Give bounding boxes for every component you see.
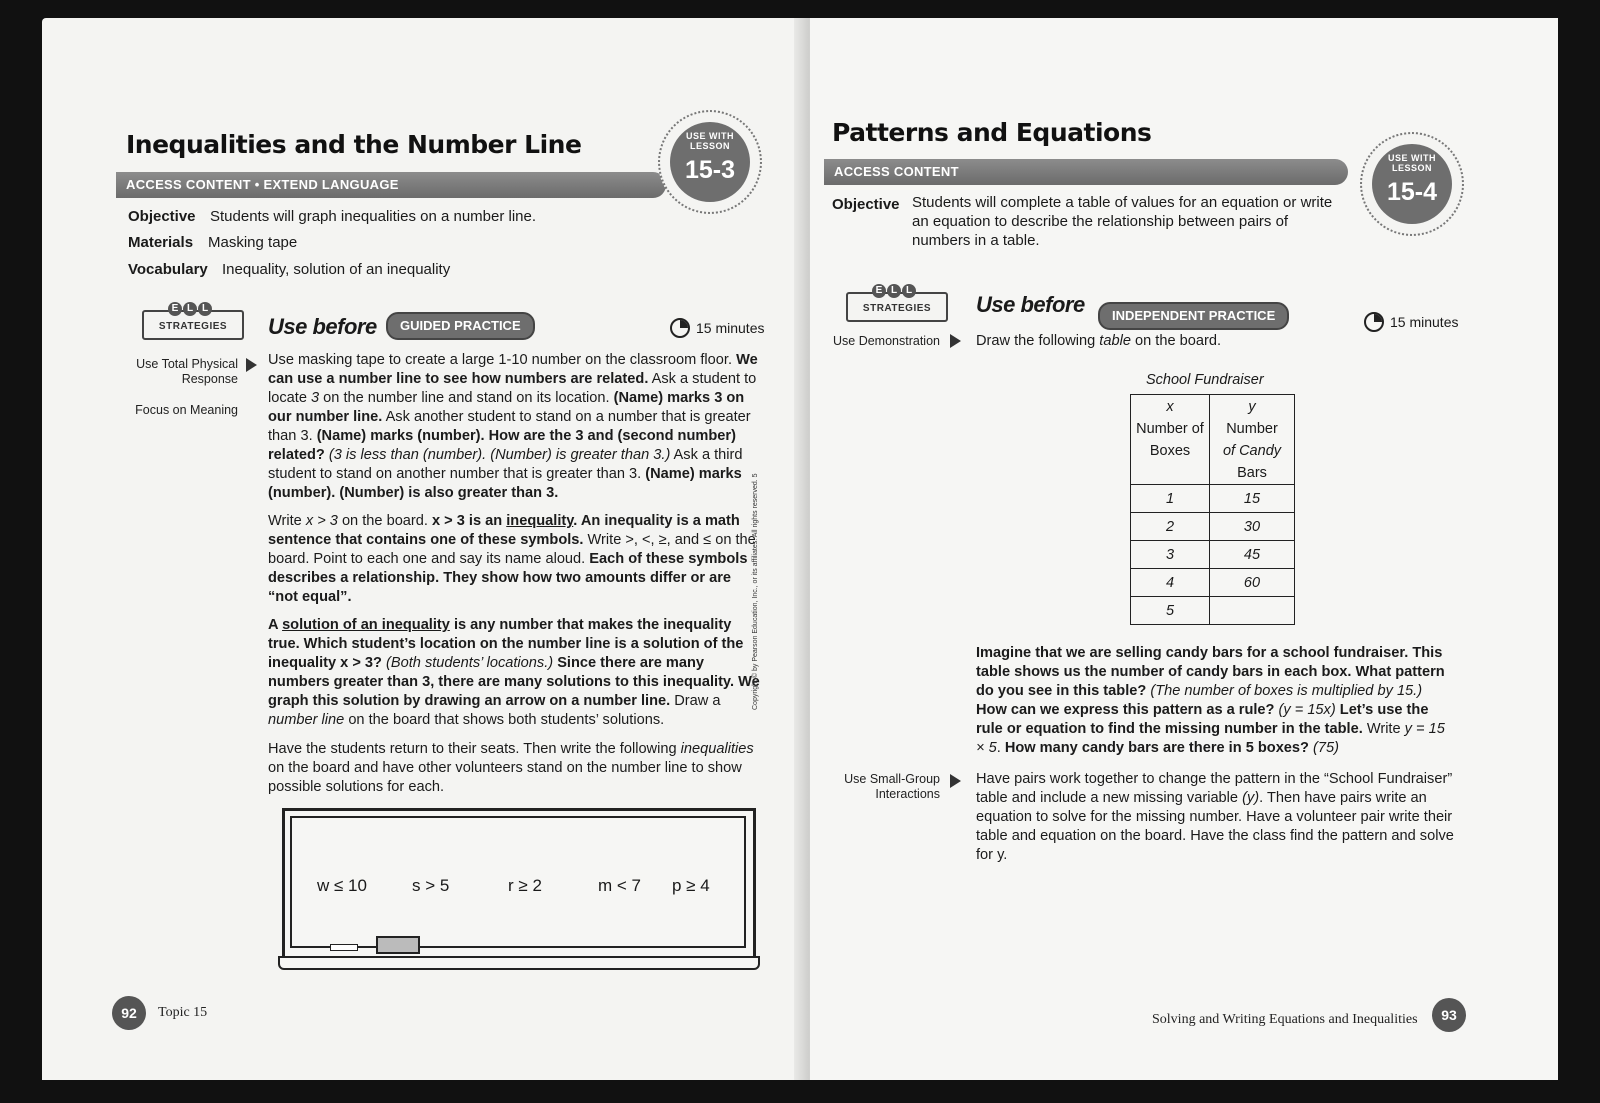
text-run: Since there are many numbers greater than 3, there are many solutions to this inequality. We graph this solution by drawing an arrow on a number line.	[268, 655, 760, 709]
table-cell: 30	[1210, 513, 1295, 541]
clock-icon	[670, 318, 690, 338]
ell-letters	[168, 298, 216, 316]
table-caption: School Fundraiser	[1146, 372, 1264, 388]
table-row	[1131, 541, 1295, 569]
table-cell: 3	[1131, 541, 1210, 569]
right-page	[810, 18, 1558, 1080]
arrow-right-icon	[950, 334, 961, 348]
chalk-icon	[330, 944, 358, 951]
practice-pill: INDEPENDENT PRACTICE	[1098, 302, 1289, 330]
section-band: ACCESS CONTENT	[824, 159, 1348, 185]
text-run: Ask a student to locate	[268, 371, 757, 406]
text-run: (Name) marks (number). How are the 3 and (second number) related?	[268, 428, 736, 463]
section-band: ACCESS CONTENT • EXTEND LANGUAGE	[116, 172, 666, 198]
text-run: on the board that shows both students’ solutions.	[344, 712, 665, 728]
text-run: Use masking tape to create a large 1-10 number on the classroom floor.	[268, 352, 737, 368]
text-run: (Name) marks (number). (Number) is also greater than 3.	[268, 466, 742, 501]
strategy-label: Use Total Physical Response	[136, 357, 238, 386]
table-cell: 2	[1131, 513, 1210, 541]
badge-lesson: 15-3	[684, 156, 736, 184]
header-line: Number of	[1136, 420, 1204, 437]
header-line: Boxes	[1149, 442, 1191, 459]
text-run: Draw the following	[976, 333, 1100, 349]
text-run: Have the students return to their seats. Then write the following	[268, 741, 681, 757]
paragraph-3	[976, 770, 1462, 865]
text-run: (Both students’ locations.)	[386, 655, 554, 671]
fundraiser-table	[1130, 394, 1295, 625]
vocabulary-text: Inequality, solution of an inequality	[222, 261, 451, 278]
text-run: on the board.	[1130, 333, 1222, 349]
eraser-icon	[376, 936, 420, 954]
clock-icon	[1364, 312, 1384, 332]
paragraph-1	[976, 332, 1396, 351]
text-run: How can we express this pattern as a rule?	[976, 702, 1275, 718]
text-run: x > 3 is an	[432, 513, 507, 529]
objective-label: Objective	[128, 208, 196, 225]
text-run: Write >, <, ≥, and ≤ on the board. Point to each one and say its name aloud.	[268, 532, 756, 567]
arrow-right-icon	[246, 358, 257, 372]
page-number: 92	[112, 996, 146, 1030]
use-before-heading: Use before	[976, 292, 1085, 317]
page-title: Patterns and Equations	[832, 118, 1152, 147]
strategy-label: Use Demonstration	[833, 334, 940, 348]
table-cell: 45	[1210, 541, 1295, 569]
text-run: (y = 15x)	[1278, 702, 1336, 718]
text-run: Have pairs work together to change the pattern in the “School Fundraiser” table and include a new missing variable	[976, 771, 1453, 806]
text-run: (3 is less than (number). (Number) is greater than 3.)	[328, 447, 671, 463]
header-line: y	[1248, 398, 1256, 415]
table-cell: 15	[1210, 485, 1295, 513]
text-run: x > 3	[305, 513, 338, 529]
ell-strategies-logo	[142, 298, 242, 340]
materials-text: Masking tape	[208, 234, 298, 251]
copyright-notice: Copyright © by Pearson Education, Inc., or its affiliates. All rights reserved. 5	[752, 473, 759, 710]
objective-text: Students will complete a table of values for an equation or write an equation to describe the relationship between pairs of numbers in a table.	[912, 194, 1333, 249]
table-header-row	[1131, 395, 1295, 485]
table-cell: 4	[1131, 569, 1210, 597]
badge-caption: USE WITH LESSON	[686, 131, 734, 151]
paragraph-1	[268, 351, 760, 503]
text-run: (Name) marks 3 on our number line.	[268, 390, 745, 425]
text-run: inequalities	[680, 741, 754, 757]
footer-title: Solving and Writing Equations and Inequalities	[1152, 1012, 1418, 1027]
text-run: 3	[311, 390, 320, 406]
text-run: on the number line and stand on its location.	[319, 390, 614, 406]
header-line: Bars	[1237, 464, 1267, 481]
board-inequality: w ≤ 10	[317, 876, 367, 895]
table-cell: 1	[1131, 485, 1210, 513]
header-line: of Candy	[1222, 442, 1282, 459]
text-run: Write	[268, 513, 306, 529]
text-run: Write	[1362, 721, 1405, 737]
page-number: 93	[1432, 998, 1466, 1032]
ell-label: STRATEGIES	[142, 310, 244, 340]
table-row	[1131, 569, 1295, 597]
badge-caption: USE WITH LESSON	[1388, 153, 1436, 173]
board-inequality: r ≥ 2	[508, 876, 542, 895]
lesson-badge	[1360, 132, 1464, 236]
text-run: Imagine that we are selling candy bars for a school fundraiser. This table shows us the number of candy bars in each box. What pattern do you see in this table?	[976, 645, 1445, 699]
time-label: 15 minutes	[1390, 314, 1459, 330]
text-run: (y)	[1242, 790, 1260, 806]
header-y	[1210, 395, 1295, 485]
text-run: .	[996, 740, 1005, 756]
ell-letter: E	[872, 284, 886, 298]
text-run: A	[268, 617, 283, 633]
table-row	[1131, 597, 1295, 625]
text-run: solution of an inequality	[282, 617, 450, 633]
text-run: table	[1099, 333, 1131, 349]
materials-label: Materials	[128, 234, 194, 251]
text-run: Each of these symbols describes a relationship. They show how two amounts differ or are “not equal”.	[268, 551, 748, 605]
ell-letter: L	[902, 284, 916, 298]
chalk-tray	[278, 956, 760, 970]
ell-strategies-logo	[846, 280, 946, 322]
ell-letter: L	[183, 302, 197, 316]
practice-pill: GUIDED PRACTICE	[386, 312, 535, 340]
arrow-right-icon	[950, 774, 961, 788]
table-cell	[1210, 597, 1295, 625]
badge-lesson: 15-4	[1386, 178, 1438, 206]
text-run: . Then have pairs write an equation to solve for the missing number. Have a volunteer pair write their table and equation on the board. Have the class find the pattern and solve for y.	[976, 790, 1454, 863]
board-inequality: m < 7	[598, 876, 641, 895]
text-run: number line	[268, 712, 345, 728]
header-line: Number	[1226, 420, 1278, 437]
text-run: How many candy bars are there in 5 boxes?	[1004, 740, 1309, 756]
strategy-label: Focus on Meaning	[135, 403, 238, 417]
board-inequality: s > 5	[412, 876, 450, 895]
header-line: x	[1166, 398, 1174, 415]
text-run: We can use a number line to see how numbers are related.	[268, 352, 758, 387]
text-run: Ask another student to stand on a number that is greater than 3.	[268, 409, 751, 444]
ell-letter: L	[887, 284, 901, 298]
left-page	[42, 18, 810, 1080]
table-cell: 60	[1210, 569, 1295, 597]
use-before-heading: Use before	[268, 314, 377, 339]
text-run: is any number that makes the inequality true. Which student’s location on the number line is a solution of the inequality x > 3?	[268, 617, 744, 671]
paragraph-2	[268, 512, 764, 607]
text-run: y = 15 × 5	[976, 721, 1445, 756]
time-label: 15 minutes	[696, 320, 765, 336]
objective-label: Objective	[832, 196, 900, 213]
strategy-label: Use Small-Group Interactions	[844, 772, 940, 801]
header-x	[1131, 395, 1210, 485]
page-title: Inequalities and the Number Line	[126, 130, 582, 159]
text-run: (75)	[1313, 740, 1339, 756]
text-run: Draw a	[670, 693, 721, 709]
ell-letter: E	[168, 302, 182, 316]
ell-label: STRATEGIES	[846, 292, 948, 322]
text-run: on the board and have other volunteers stand on the number line to show possible solutions for each.	[268, 760, 742, 795]
text-run: on the board.	[337, 513, 433, 529]
text-run: Ask a third student to stand on another number that is greater than 3.	[268, 447, 743, 482]
text-run: . An inequality is a math sentence that contains one of these symbols.	[268, 513, 740, 548]
paragraph-2	[976, 644, 1456, 758]
paragraph-4	[268, 740, 760, 797]
table-row	[1131, 513, 1295, 541]
text-run: (The number of boxes is multiplied by 15.)	[1150, 683, 1423, 699]
footer-topic: Topic 15	[158, 1005, 208, 1020]
ell-letter: L	[198, 302, 212, 316]
objective-text: Students will graph inequalities on a number line.	[210, 208, 537, 225]
vocabulary-label: Vocabulary	[128, 261, 208, 278]
ell-letters	[872, 280, 920, 298]
table-cell: 5	[1131, 597, 1210, 625]
text-run: Let’s use the rule or equation to find the missing number in the table.	[976, 702, 1429, 737]
text-run: inequality	[506, 513, 574, 529]
lesson-badge	[658, 110, 762, 214]
board-inequality: p ≥ 4	[672, 876, 710, 895]
table-row	[1131, 485, 1295, 513]
paragraph-3	[268, 616, 760, 730]
